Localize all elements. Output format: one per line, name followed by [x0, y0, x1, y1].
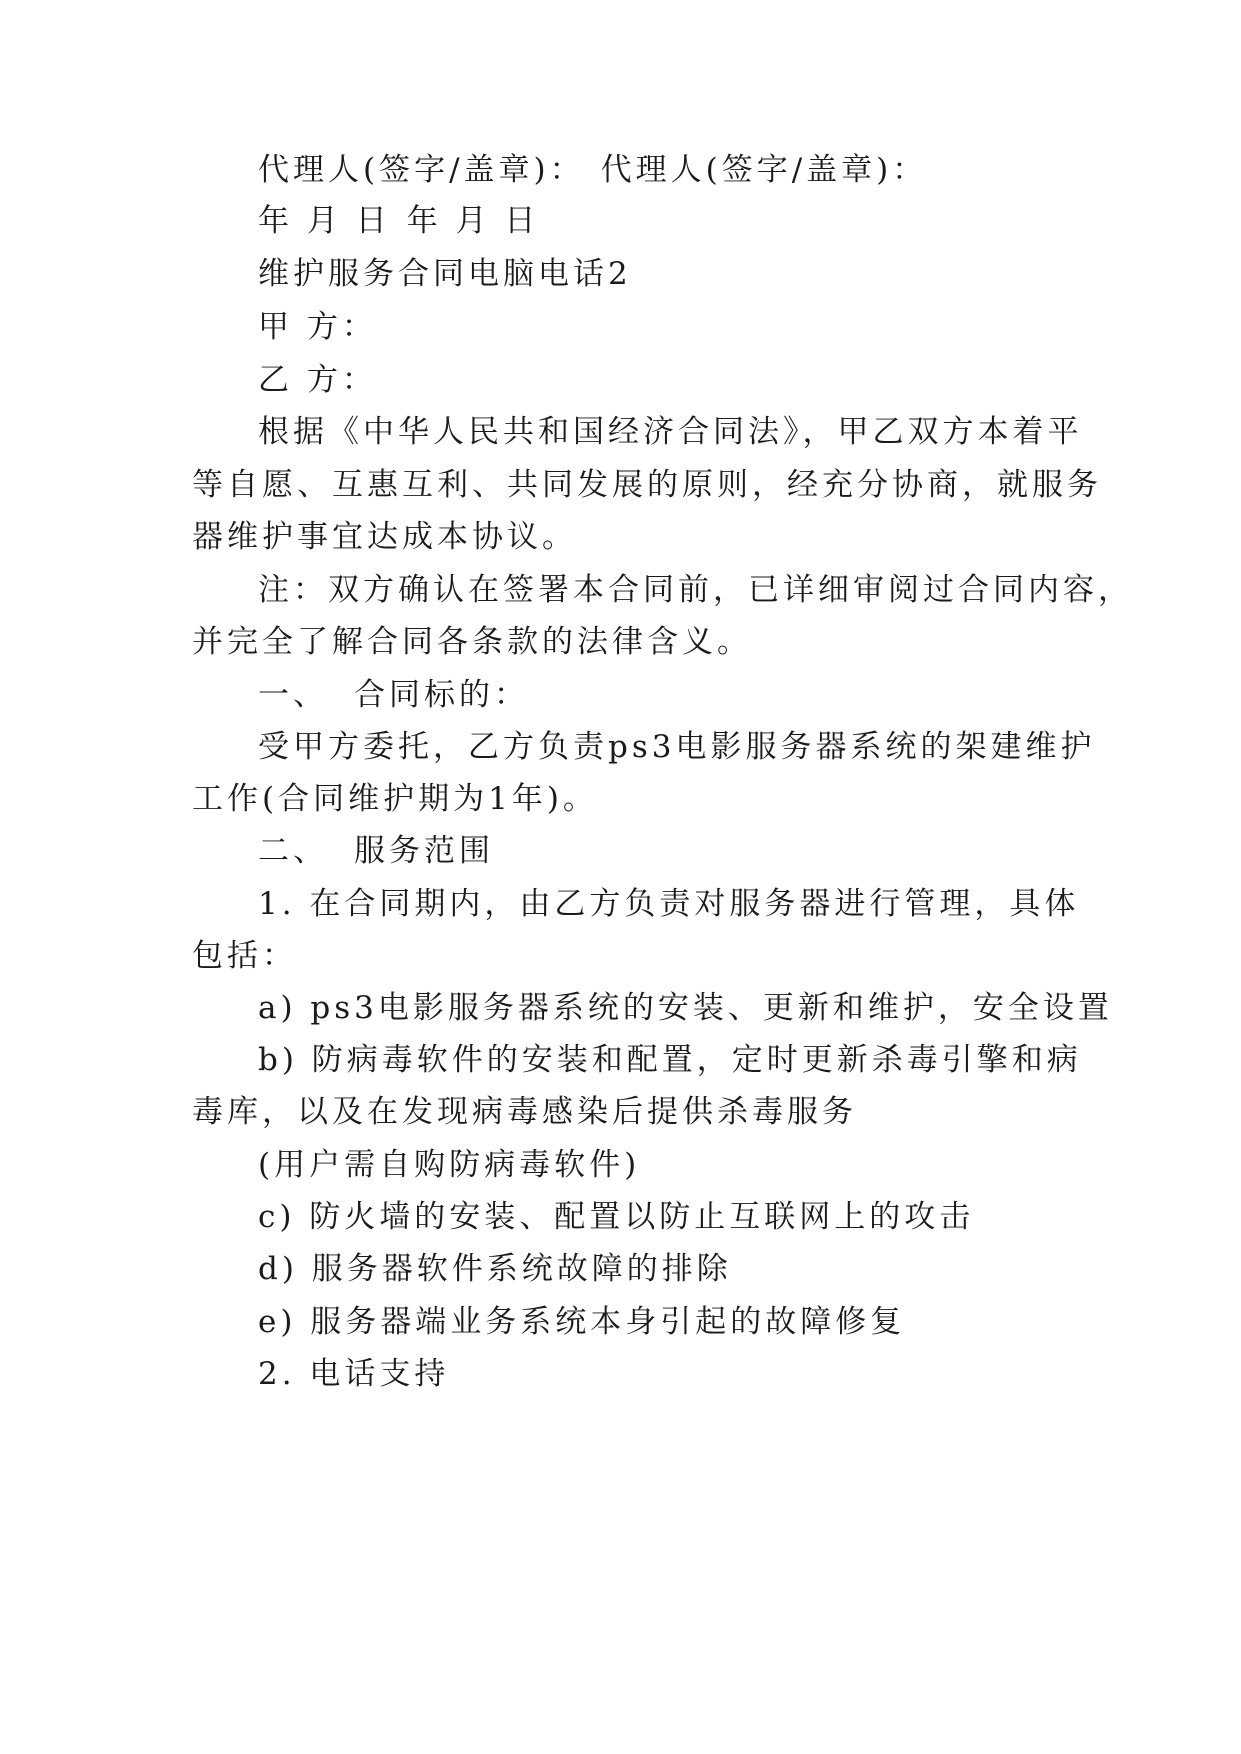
item-b-line-2: 毒库，以及在发现病毒感染后提供杀毒服务	[192, 1094, 857, 1130]
item-a: a) ps3电影服务器系统的安装、更新和维护，安全设置	[258, 990, 1113, 1026]
note-paragraph-line-2: 并完全了解合同各条款的法律含义。	[192, 624, 752, 660]
note-paragraph-line-1: 注：双方确认在签署本合同前，已详细审阅过合同内容，	[258, 572, 1133, 608]
item-1-line-2: 包括：	[192, 938, 297, 974]
contract-title: 维护服务合同电脑电话2	[258, 256, 632, 292]
party-b-label: 乙 方：	[258, 362, 377, 398]
intro-paragraph-line-2: 等自愿、互惠互利、共同发展的原则，经充分协商，就服务	[192, 467, 1102, 503]
section-2-number: 二、	[258, 833, 328, 869]
item-1-line-1: 1. 在合同期内，由乙方负责对服务器进行管理，具体	[258, 886, 1080, 922]
section-1-paragraph-line-1: 受甲方委托，乙方负责ps3电影服务器系统的架建维护	[258, 729, 1096, 765]
intro-paragraph-line-1: 根据《中华人民共和国经济合同法》，甲乙双方本着平	[258, 414, 1083, 450]
section-1-heading	[258, 675, 529, 715]
party-a-label: 甲 方：	[258, 309, 377, 345]
item-b-line-3: (用户需自购防病毒软件)	[258, 1147, 641, 1183]
section-2-heading	[258, 831, 494, 871]
date-line	[258, 201, 539, 241]
section-2-title: 服务范围	[354, 833, 494, 869]
agent-signature-right: 代理人(签字/盖章)：	[600, 152, 928, 188]
section-1-title: 合同标的：	[354, 677, 529, 713]
agent-signature-line	[258, 150, 927, 190]
section-1-number: 一、	[258, 677, 328, 713]
date-right: 年 月 日	[406, 203, 540, 239]
item-b-line-1: b) 防病毒软件的安装和配置，定时更新杀毒引擎和病	[258, 1042, 1082, 1078]
item-e: e) 服务器端业务系统本身引起的故障修复	[258, 1304, 906, 1340]
section-1-paragraph-line-2: 工作(合同维护期为1年)。	[192, 781, 598, 817]
intro-paragraph-line-3: 器维护事宜达成本协议。	[192, 519, 577, 555]
item-2: 2. 电话支持	[258, 1356, 450, 1392]
agent-signature-left: 代理人(签字/盖章)：	[258, 152, 585, 188]
date-left: 年 月 日	[258, 203, 391, 239]
item-c: c) 防火墙的安装、配置以防止互联网上的攻击	[258, 1199, 975, 1235]
item-d: d) 服务器软件系统故障的排除	[258, 1251, 732, 1287]
